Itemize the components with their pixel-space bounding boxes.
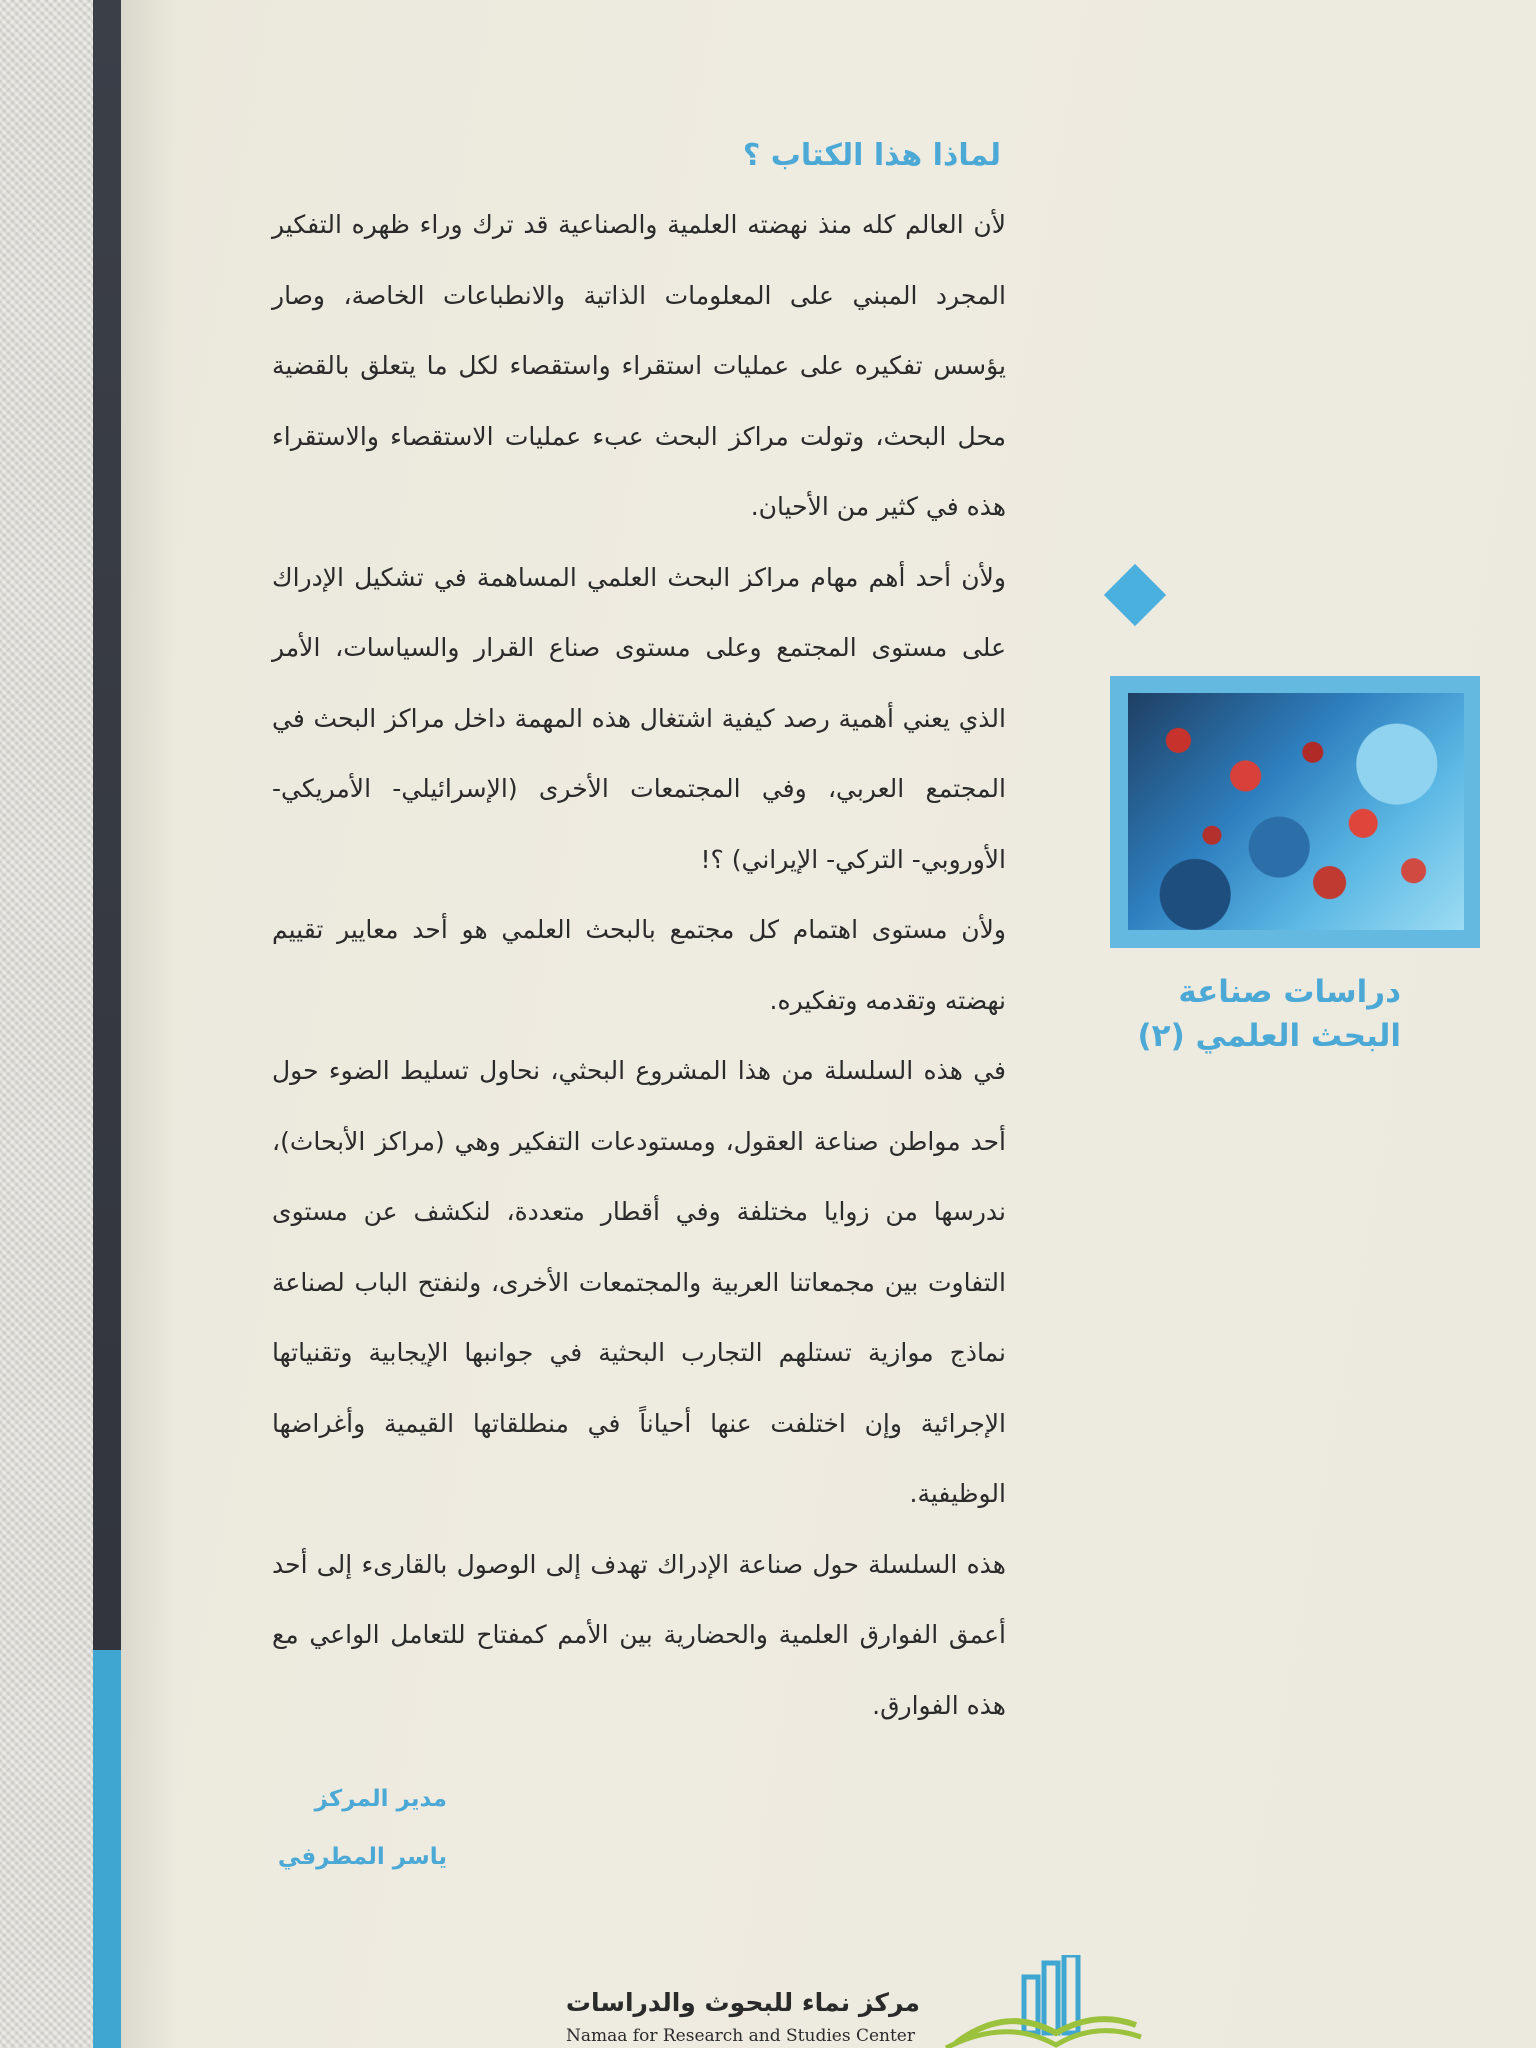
series-title: [1101, 970, 1401, 1058]
blurb-paragraph: ولأن مستوى اهتمام كل مجتمع بالبحث العلمي هو أحد معايير تقييم نهضته وتقدمه وتفكيره.: [272, 915, 1006, 1015]
book-spine-blue-stripe: [93, 1650, 121, 2048]
series-title-line2: البحث العلمي (٢): [1137, 1018, 1401, 1054]
signature-role: مدير المركز: [314, 1786, 447, 1812]
blurb-body: [272, 190, 1006, 1741]
blurb-paragraph: لأن العالم كله منذ نهضته العلمية والصناعية قد ترك وراء ظهره التفكير المجرد المبني على المعلومات الذاتية والانطباعات الخاصة، وصار يؤسس تفكيره على عمليات استقراء واستقصاء لكل ما يتعلق بالقضية محل البحث، وتولت مراكز البحث عبء عمليات الاستقصاء والاستقراء هذه في كثير من الأحيان.: [272, 210, 1006, 521]
blurb-paragraph: ولأن أحد أهم مهام مراكز البحث العلمي المساهمة في تشكيل الإدراك على مستوى المجتمع وعلى مستوى صناع القرار والسياسات، الأمر الذي يعني أهمية رصد كيفية اشتغال هذه المهمة داخل مراكز البحث في المجتمع العربي، وفي المجتمعات الأخرى (الإسرائيلي- الأمريكي- الأوروبي- التركي- الإيراني) ؟!: [272, 562, 1006, 874]
blurb-heading: لماذا هذا الكتاب ؟: [742, 138, 1001, 173]
cover-edge-shadow: [118, 0, 178, 2048]
publisher-name-arabic: مركز نماء للبحوث والدراسات: [565, 1988, 920, 2017]
blurb-paragraph: هذه السلسلة حول صناعة الإدراك تهدف إلى الوصول بالقارىء إلى أحد أعمق الفوارق العلمية والحضارية بين الأمم كمفتاح للتعامل الواعي مع هذه الفوارق.: [272, 1549, 1006, 1720]
series-title-line1: دراسات صناعة: [1178, 974, 1401, 1010]
blurb-paragraph: في هذه السلسلة من هذا المشروع البحثي، نحاول تسليط الضوء حول أحد مواطن صناعة العقول، ومستودعات التفكير وهي (مراكز الأبحاث)، ندرسها من زوايا مختلفة وفي أقطار متعددة، لنكشف عن مستوى التفاوت بين مجمعاتنا العربية والمجتمعات الأخرى، ولنفتح الباب لصناعة نماذج موازية تستلهم التجارب البحثية في جوانبها الإيجابية وتقنياتها الإجرائية وإن اختلفت عنها أحياناً في منطلقاتها القيمية وأغراضها الوظيفية.: [272, 1056, 1006, 1508]
publisher-logo-icon: [936, 1955, 1146, 2048]
signature-block: [272, 1770, 447, 1886]
signature-name: ياسر المطرفي: [277, 1844, 447, 1870]
publisher-name-english: Namaa for Research and Studies Center: [566, 2026, 915, 2046]
cover-artwork-painting: [1128, 693, 1464, 930]
